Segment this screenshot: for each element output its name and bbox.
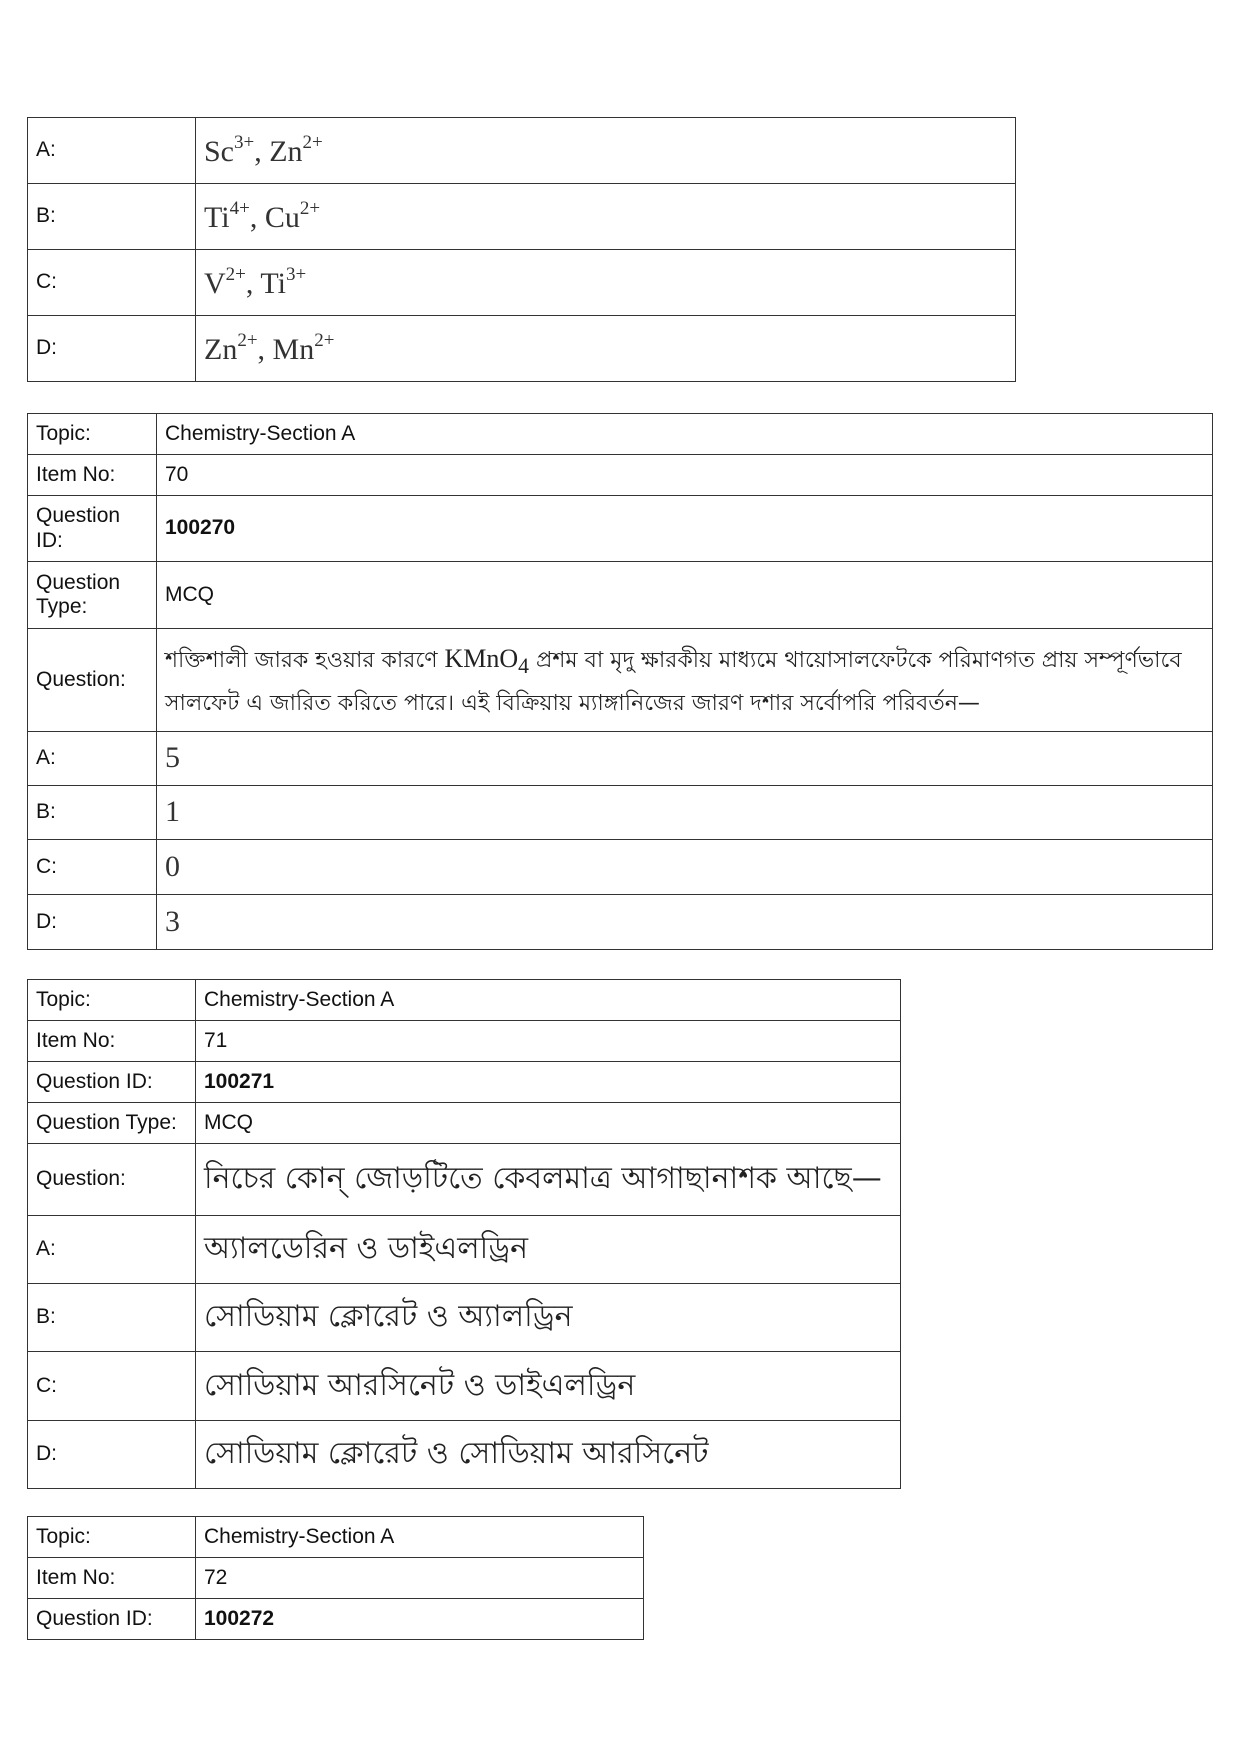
option-row-b [28,1284,901,1352]
question-text-row [28,629,1213,732]
option-label: A: [28,118,196,184]
option-label: C: [28,250,196,316]
option-value: $Ti^{4+}$, $Cu^{2+}$ [196,184,1016,250]
item-row [28,455,1213,496]
option-row-c [28,840,1213,895]
question-label: Question: [28,1144,196,1216]
option-label: B: [28,786,157,840]
item-label: Item No: [28,1021,196,1062]
question-id-value: 100272 [196,1599,644,1640]
option-row-a [28,118,1016,184]
option-value: অ্যালডেরিন ও ডাইএলড্রিন [196,1216,901,1284]
topic-row [28,980,901,1021]
option-label: D: [28,895,157,950]
topic-label: Topic: [28,980,196,1021]
option-row-d [28,316,1016,382]
question-type-value: MCQ [157,562,1213,629]
question-id-row [28,1599,644,1640]
question-72-table [27,1516,644,1640]
topic-label: Topic: [28,414,157,455]
option-row-c [28,250,1016,316]
option-label: B: [28,184,196,250]
option-value: 1 [157,786,1213,840]
option-value: 3 [157,895,1213,950]
topic-value: Chemistry-Section A [157,414,1213,455]
item-label: Item No: [28,455,157,496]
option-value: 0 [157,840,1213,895]
question-label: Question: [28,629,157,732]
question-text: শক্তিশালী জারক হওয়ার কারণে KMnO$_4$ প্রশম বা মৃদু ক্ষারকীয় মাধ্যমে থায়োসালফেটকে পরিমাণগত প্রায় সম্পূর্ণভাবে সালফেট এ জারিত করিতে পারে। এই বিক্রিয়ায় ম্যাঙ্গানিজের জারণ দশার সর্বোপরি পরিবর্তন— [157,629,1213,732]
kmno4-formula: KMnO$_4$ [444,644,529,679]
option-row-c [28,1352,901,1421]
item-value: 71 [196,1021,901,1062]
topic-row [28,414,1213,455]
question-id-value: 100270 [157,496,1213,562]
previous-question-options-table [27,117,1016,382]
question-type-value: MCQ [196,1103,901,1144]
topic-row [28,1517,644,1558]
option-label: D: [28,1421,196,1489]
option-label: B: [28,1284,196,1352]
option-row-d [28,1421,901,1489]
option-value: 5 [157,732,1213,786]
question-id-row [28,496,1213,562]
option-row-b [28,786,1213,840]
option-value: সোডিয়াম ক্লোরেট ও অ্যালড্রিন [196,1284,901,1352]
question-id-row [28,1062,901,1103]
option-row-a [28,732,1213,786]
question-type-label: Question Type: [28,562,157,629]
question-type-label: Question Type: [28,1103,196,1144]
question-type-row [28,1103,901,1144]
item-label: Item No: [28,1558,196,1599]
option-row-d [28,895,1213,950]
option-value: সোডিয়াম আরসিনেট ও ডাইএলড্রিন [196,1352,901,1421]
item-row [28,1558,644,1599]
topic-value: Chemistry-Section A [196,980,901,1021]
option-label: C: [28,1352,196,1421]
question-id-value: 100271 [196,1062,901,1103]
item-row [28,1021,901,1062]
option-label: A: [28,1216,196,1284]
option-value: $V^{2+}$, $Ti^{3+}$ [196,250,1016,316]
option-row-a [28,1216,901,1284]
option-label: D: [28,316,196,382]
option-row-b [28,184,1016,250]
option-label: C: [28,840,157,895]
question-text: নিচের কোন্ জোড়টিতে কেবলমাত্র আগাছানাশক আছে— [196,1144,901,1216]
question-id-label: Question ID: [28,1599,196,1640]
item-value: 72 [196,1558,644,1599]
question-id-label: Question ID: [28,496,157,562]
topic-value: Chemistry-Section A [196,1517,644,1558]
question-id-label: Question ID: [28,1062,196,1103]
question-70-table [27,413,1213,950]
item-value: 70 [157,455,1213,496]
question-text-row [28,1144,901,1216]
option-value: সোডিয়াম ক্লোরেট ও সোডিয়াম আরসিনেট [196,1421,901,1489]
question-type-row [28,562,1213,629]
topic-label: Topic: [28,1517,196,1558]
option-label: A: [28,732,157,786]
option-value: $Zn^{2+}$, $Mn^{2+}$ [196,316,1016,382]
question-71-table [27,979,901,1489]
option-value: $Sc^{3+}$, $Zn^{2+}$ [196,118,1016,184]
